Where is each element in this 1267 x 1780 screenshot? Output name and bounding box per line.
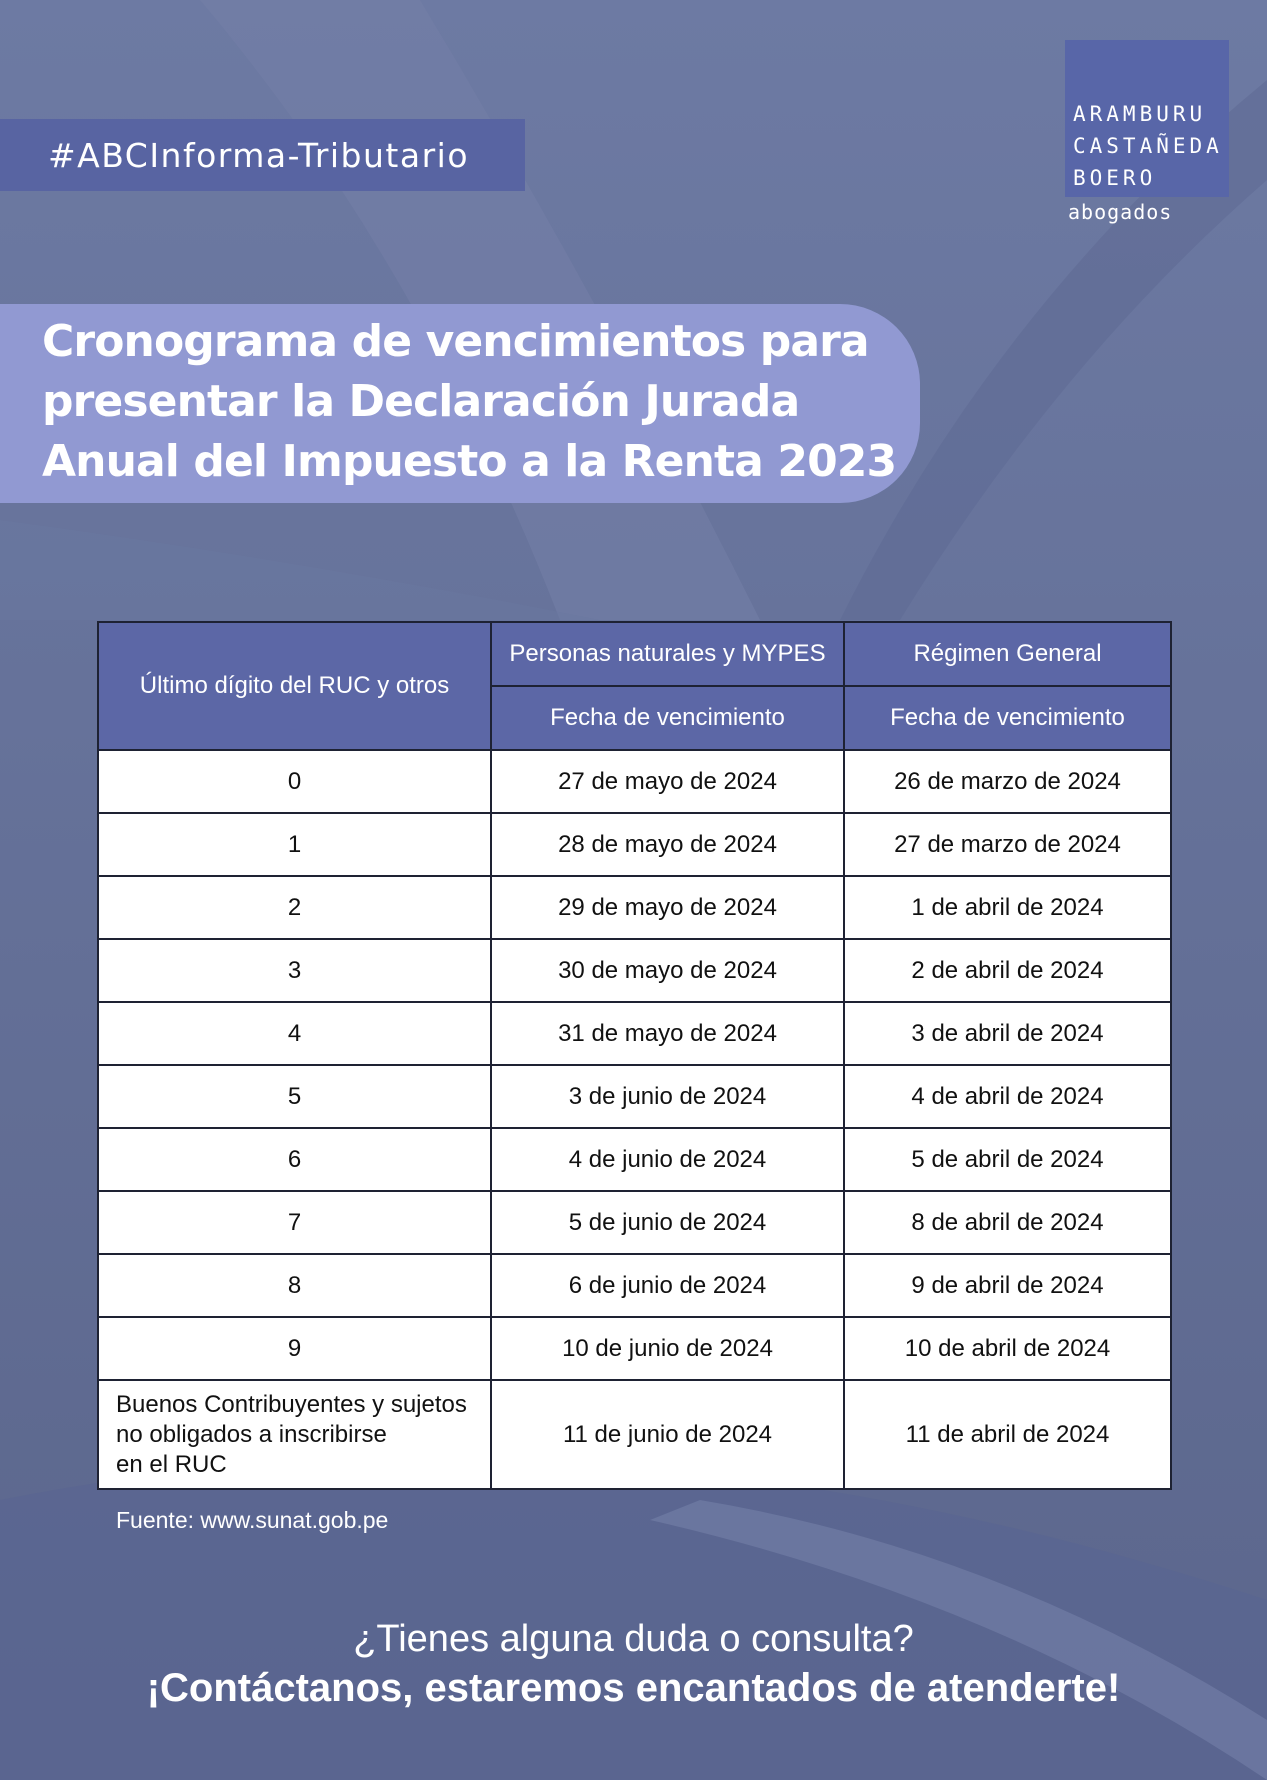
mypes-date-cell: 3 de junio de 2024 [491,1065,844,1128]
subheader-general-date: Fecha de vencimiento [844,686,1171,750]
general-date-cell: 1 de abril de 2024 [844,876,1171,939]
ruc-digit-cell: 2 [98,876,491,939]
table-row [98,876,1171,939]
ruc-digit-cell: 9 [98,1317,491,1380]
table-row [98,813,1171,876]
buenos-contribuyentes-label [98,1380,491,1489]
table-row [98,1128,1171,1191]
general-date-cell: 2 de abril de 2024 [844,939,1171,1002]
ruc-digit-cell: 3 [98,939,491,1002]
general-date-cell: 26 de marzo de 2024 [844,750,1171,813]
table-header-row [98,622,1171,686]
table-row [98,939,1171,1002]
schedule-table [97,621,1172,1490]
table-row [98,1254,1171,1317]
source-note: Fuente: www.sunat.gob.pe [116,1507,389,1533]
ruc-digit-cell: 6 [98,1128,491,1191]
ruc-digit-cell: 8 [98,1254,491,1317]
mypes-date-cell: 28 de mayo de 2024 [491,813,844,876]
mypes-date-cell: 30 de mayo de 2024 [491,939,844,1002]
table-row [98,750,1171,813]
mypes-date-cell: 10 de junio de 2024 [491,1317,844,1380]
general-date-cell: 8 de abril de 2024 [844,1191,1171,1254]
table-row-buenos-contribuyentes [98,1380,1171,1489]
buenos-label-line-1: Buenos Contribuyentes y sujetos [116,1390,467,1418]
table-row [98,1065,1171,1128]
mypes-date-cell: 5 de junio de 2024 [491,1191,844,1254]
logo-subtitle: abogados [1068,200,1173,224]
table-row [98,1317,1171,1380]
ruc-digit-cell: 4 [98,1002,491,1065]
ruc-digit-cell: 0 [98,750,491,813]
logo-line-boero: BOERO [1073,166,1157,190]
mypes-date-cell: 27 de mayo de 2024 [491,750,844,813]
table-row [98,1002,1171,1065]
general-date-cell: 4 de abril de 2024 [844,1065,1171,1128]
header-regimen-general: Régimen General [844,622,1171,686]
general-date-cell: 5 de abril de 2024 [844,1128,1171,1191]
table-row [98,1191,1171,1254]
general-date-cell: 3 de abril de 2024 [844,1002,1171,1065]
general-date-cell: 27 de marzo de 2024 [844,813,1171,876]
page-title-line-3: Anual del Impuesto a la Renta 2023 [42,436,897,487]
header-ruc-digit: Último dígito del RUC y otros [98,622,491,750]
mypes-date-cell: 6 de junio de 2024 [491,1254,844,1317]
cta-question: ¿Tienes alguna duda o consulta? [353,1618,914,1660]
hashtag-banner: #ABCInforma-Tributario [0,119,525,191]
general-date-cell: 11 de abril de 2024 [844,1380,1171,1489]
ruc-digit-cell: 5 [98,1065,491,1128]
buenos-label-line-2: no obligados a inscribirse [116,1420,387,1448]
logo-line-aramburu: ARAMBURU [1073,102,1207,126]
ruc-digit-cell: 7 [98,1191,491,1254]
ruc-digit-cell: 1 [98,813,491,876]
cta-contact: ¡Contáctanos, estaremos encantados de atenderte! [146,1666,1121,1710]
mypes-date-cell: 4 de junio de 2024 [491,1128,844,1191]
subheader-mypes-date: Fecha de vencimiento [491,686,844,750]
header-mypes: Personas naturales y MYPES [491,622,844,686]
buenos-label-line-3: en el RUC [116,1450,227,1478]
page-title-line-1: Cronograma de vencimientos para [42,316,869,367]
page-title-line-2: presentar la Declaración Jurada [42,376,800,427]
logo-line-castaneda: CASTAÑEDA [1073,134,1223,158]
mypes-date-cell: 11 de junio de 2024 [491,1380,844,1489]
mypes-date-cell: 31 de mayo de 2024 [491,1002,844,1065]
general-date-cell: 9 de abril de 2024 [844,1254,1171,1317]
general-date-cell: 10 de abril de 2024 [844,1317,1171,1380]
mypes-date-cell: 29 de mayo de 2024 [491,876,844,939]
